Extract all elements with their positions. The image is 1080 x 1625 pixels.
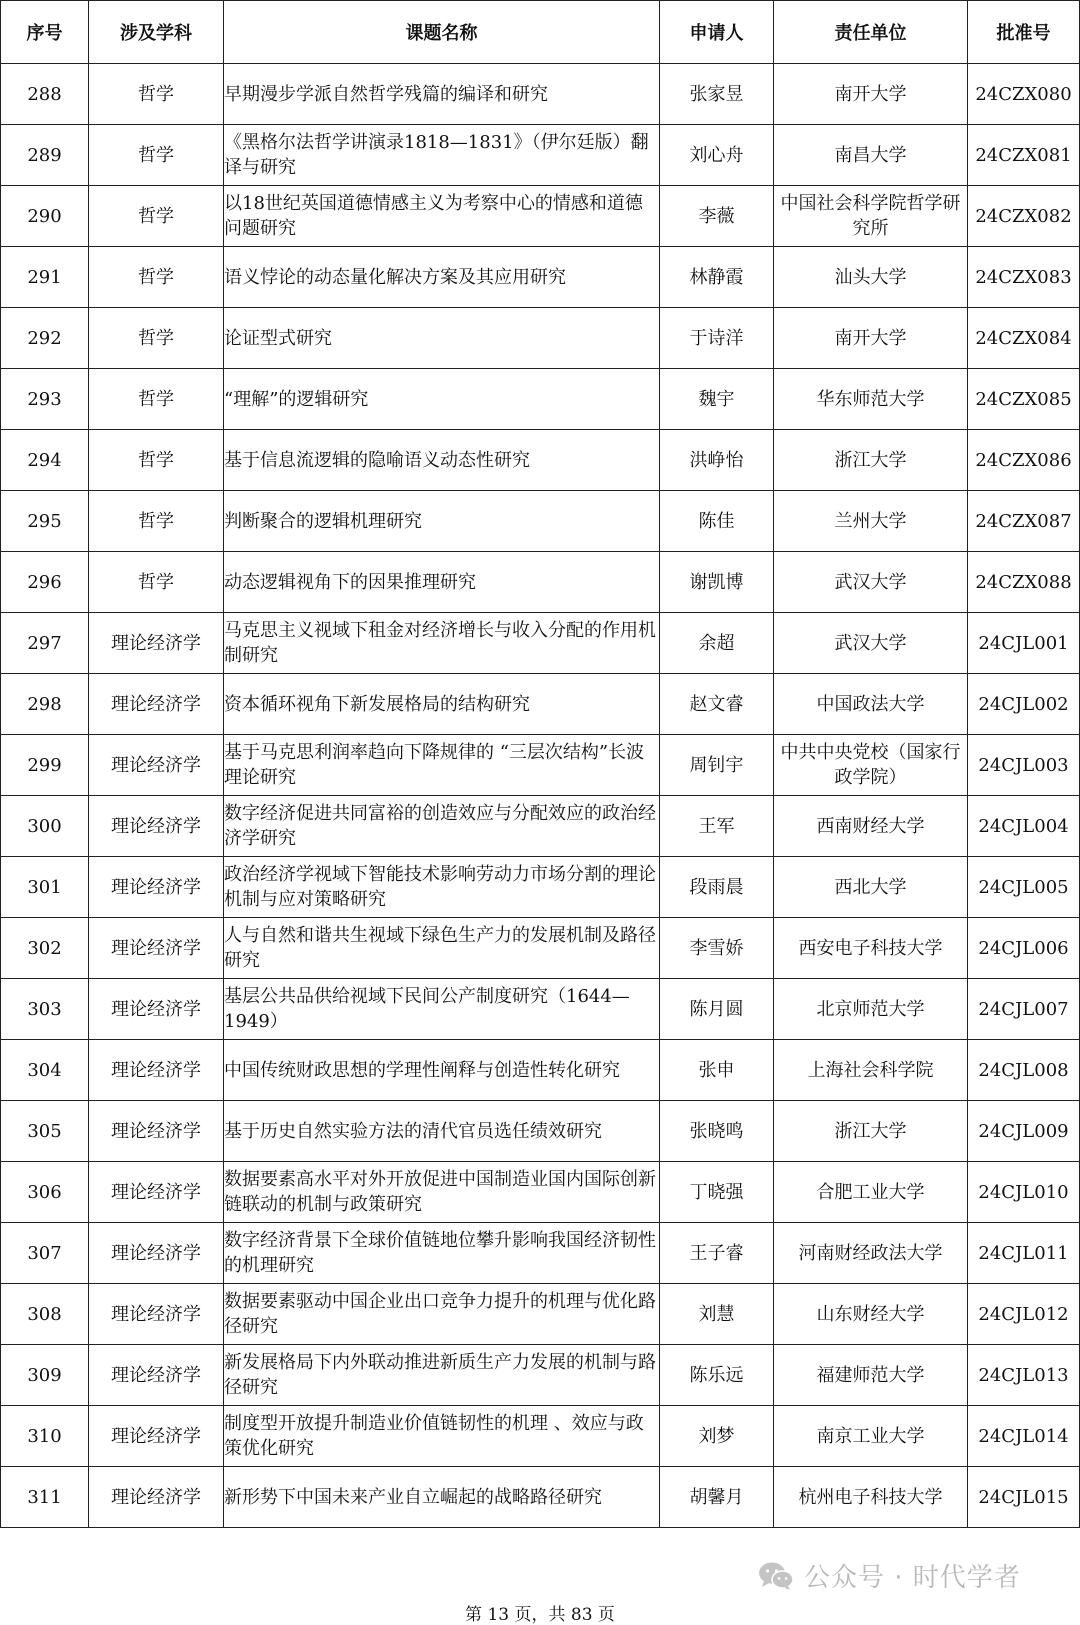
project-title-cell: 制度型开放提升制造业价值链韧性的机理 、效应与政策优化研究 <box>224 1406 660 1467</box>
project-title-cell: 语义悖论的动态量化解决方案及其应用研究 <box>224 247 660 308</box>
table-row <box>1 308 1080 369</box>
table-row <box>1 1040 1080 1101</box>
applicant-cell: 胡馨月 <box>660 1467 774 1528</box>
applicant-cell: 谢凯博 <box>660 552 774 613</box>
subject-cell: 理论经济学 <box>89 918 224 979</box>
applicant-cell: 丁晓强 <box>660 1162 774 1223</box>
header-serial-number: 序号 <box>1 1 89 64</box>
responsible-unit-cell: 西北大学 <box>774 857 968 918</box>
table-row <box>1 186 1080 247</box>
serial-number-cell: 294 <box>1 430 89 491</box>
approval-number-cell: 24CZX083 <box>968 247 1080 308</box>
serial-number-cell: 308 <box>1 1284 89 1345</box>
serial-number-cell: 297 <box>1 613 89 674</box>
subject-cell: 理论经济学 <box>89 979 224 1040</box>
applicant-cell: 张家昱 <box>660 64 774 125</box>
project-title-cell: 基于历史自然实验方法的清代官员选任绩效研究 <box>224 1101 660 1162</box>
approval-number-cell: 24CZX080 <box>968 64 1080 125</box>
project-title-cell: 中国传统财政思想的学理性阐释与创造性转化研究 <box>224 1040 660 1101</box>
table-row <box>1 369 1080 430</box>
responsible-unit-cell: 合肥工业大学 <box>774 1162 968 1223</box>
project-title-cell: 早期漫步学派自然哲学残篇的编译和研究 <box>224 64 660 125</box>
applicant-cell: 刘梦 <box>660 1406 774 1467</box>
table-row <box>1 613 1080 674</box>
serial-number-cell: 309 <box>1 1345 89 1406</box>
applicant-cell: 张晓鸣 <box>660 1101 774 1162</box>
applicant-cell: 刘慧 <box>660 1284 774 1345</box>
page-footer: 第 13 页，共 83 页 <box>465 1605 615 1625</box>
header-responsible-unit: 责任单位 <box>774 1 968 64</box>
responsible-unit-cell: 武汉大学 <box>774 613 968 674</box>
applicant-cell: 余超 <box>660 613 774 674</box>
approval-number-cell: 24CJL008 <box>968 1040 1080 1101</box>
responsible-unit-cell: 武汉大学 <box>774 552 968 613</box>
approval-number-cell: 24CZX084 <box>968 308 1080 369</box>
subject-cell: 哲学 <box>89 491 224 552</box>
subject-cell: 理论经济学 <box>89 1162 224 1223</box>
table-row <box>1 1101 1080 1162</box>
applicant-cell: 洪峥怡 <box>660 430 774 491</box>
table-row <box>1 674 1080 735</box>
table-row <box>1 491 1080 552</box>
serial-number-cell: 310 <box>1 1406 89 1467</box>
applicant-cell: 李薇 <box>660 186 774 247</box>
table-row <box>1 796 1080 857</box>
serial-number-cell: 305 <box>1 1101 89 1162</box>
project-title-cell: 数字经济促进共同富裕的创造效应与分配效应的政治经济学研究 <box>224 796 660 857</box>
project-title-cell: 新发展格局下内外联动推进新质生产力发展的机制与路径研究 <box>224 1345 660 1406</box>
subject-cell: 哲学 <box>89 64 224 125</box>
project-title-cell: 人与自然和谐共生视域下绿色生产力的发展机制及路径研究 <box>224 918 660 979</box>
responsible-unit-cell: 山东财经大学 <box>774 1284 968 1345</box>
applicant-cell: 赵文睿 <box>660 674 774 735</box>
table-row <box>1 552 1080 613</box>
approval-number-cell: 24CJL014 <box>968 1406 1080 1467</box>
table-row <box>1 1162 1080 1223</box>
serial-number-cell: 293 <box>1 369 89 430</box>
applicant-cell: 王子睿 <box>660 1223 774 1284</box>
approval-number-cell: 24CJL009 <box>968 1101 1080 1162</box>
project-title-cell: 资本循环视角下新发展格局的结构研究 <box>224 674 660 735</box>
subject-cell: 哲学 <box>89 308 224 369</box>
watermark <box>758 1557 1021 1594</box>
serial-number-cell: 296 <box>1 552 89 613</box>
responsible-unit-cell: 浙江大学 <box>774 1101 968 1162</box>
subject-cell: 理论经济学 <box>89 857 224 918</box>
table-row <box>1 979 1080 1040</box>
subject-cell: 理论经济学 <box>89 1345 224 1406</box>
approval-number-cell: 24CJL011 <box>968 1223 1080 1284</box>
approval-number-cell: 24CZX088 <box>968 552 1080 613</box>
approval-number-cell: 24CZX082 <box>968 186 1080 247</box>
approval-number-cell: 24CJL007 <box>968 979 1080 1040</box>
responsible-unit-cell: 西南财经大学 <box>774 796 968 857</box>
table-body <box>1 64 1080 1528</box>
responsible-unit-cell: 北京师范大学 <box>774 979 968 1040</box>
subject-cell: 理论经济学 <box>89 735 224 796</box>
wechat-icon <box>758 1561 794 1591</box>
responsible-unit-cell: 南昌大学 <box>774 125 968 186</box>
responsible-unit-cell: 南京工业大学 <box>774 1406 968 1467</box>
approval-number-cell: 24CJL013 <box>968 1345 1080 1406</box>
responsible-unit-cell: 杭州电子科技大学 <box>774 1467 968 1528</box>
serial-number-cell: 299 <box>1 735 89 796</box>
serial-number-cell: 303 <box>1 979 89 1040</box>
project-title-cell: 论证型式研究 <box>224 308 660 369</box>
table-row <box>1 430 1080 491</box>
applicant-cell: 张申 <box>660 1040 774 1101</box>
serial-number-cell: 298 <box>1 674 89 735</box>
approval-number-cell: 24CJL015 <box>968 1467 1080 1528</box>
header-applicant: 申请人 <box>660 1 774 64</box>
table-row <box>1 735 1080 796</box>
approval-number-cell: 24CJL005 <box>968 857 1080 918</box>
subject-cell: 理论经济学 <box>89 1101 224 1162</box>
subject-cell: 哲学 <box>89 430 224 491</box>
approval-number-cell: 24CZX087 <box>968 491 1080 552</box>
approval-number-cell: 24CZX081 <box>968 125 1080 186</box>
responsible-unit-cell: 中国政法大学 <box>774 674 968 735</box>
subject-cell: 理论经济学 <box>89 1223 224 1284</box>
serial-number-cell: 301 <box>1 857 89 918</box>
approval-number-cell: 24CZX085 <box>968 369 1080 430</box>
table-row <box>1 1406 1080 1467</box>
project-title-cell: 《黑格尔法哲学讲演录1818—1831》（伊尔廷版）翻译与研究 <box>224 125 660 186</box>
responsible-unit-cell: 南开大学 <box>774 64 968 125</box>
project-title-cell: 基于信息流逻辑的隐喻语义动态性研究 <box>224 430 660 491</box>
responsible-unit-cell: 汕头大学 <box>774 247 968 308</box>
table-row <box>1 125 1080 186</box>
responsible-unit-cell: 福建师范大学 <box>774 1345 968 1406</box>
subject-cell: 理论经济学 <box>89 1040 224 1101</box>
serial-number-cell: 289 <box>1 125 89 186</box>
serial-number-cell: 304 <box>1 1040 89 1101</box>
table-row <box>1 1467 1080 1528</box>
responsible-unit-cell: 中国社会科学院哲学研究所 <box>774 186 968 247</box>
approval-number-cell: 24CJL006 <box>968 918 1080 979</box>
header-approval-number: 批准号 <box>968 1 1080 64</box>
serial-number-cell: 288 <box>1 64 89 125</box>
project-title-cell: 新形势下中国未来产业自立崛起的战略路径研究 <box>224 1467 660 1528</box>
subject-cell: 理论经济学 <box>89 796 224 857</box>
responsible-unit-cell: 浙江大学 <box>774 430 968 491</box>
project-title-cell: 数字经济背景下全球价值链地位攀升影响我国经济韧性的机理研究 <box>224 1223 660 1284</box>
approval-number-cell: 24CJL003 <box>968 735 1080 796</box>
table-row <box>1 918 1080 979</box>
applicant-cell: 王军 <box>660 796 774 857</box>
applicant-cell: 陈月圆 <box>660 979 774 1040</box>
serial-number-cell: 295 <box>1 491 89 552</box>
project-title-cell: 动态逻辑视角下的因果推理研究 <box>224 552 660 613</box>
applicant-cell: 刘心舟 <box>660 125 774 186</box>
responsible-unit-cell: 河南财经政法大学 <box>774 1223 968 1284</box>
serial-number-cell: 302 <box>1 918 89 979</box>
applicant-cell: 陈乐远 <box>660 1345 774 1406</box>
applicant-cell: 陈佳 <box>660 491 774 552</box>
subject-cell: 理论经济学 <box>89 1406 224 1467</box>
project-title-cell: 基于马克思利润率趋向下降规律的 “三层次结构”长波理论研究 <box>224 735 660 796</box>
approval-number-cell: 24CJL010 <box>968 1162 1080 1223</box>
table-row <box>1 1223 1080 1284</box>
watermark-text: 公众号 · 时代学者 <box>804 1563 1021 1593</box>
table-row <box>1 857 1080 918</box>
table-row <box>1 1345 1080 1406</box>
project-title-cell: 数据要素高水平对外开放促进中国制造业国内国际创新链联动的机制与政策研究 <box>224 1162 660 1223</box>
serial-number-cell: 291 <box>1 247 89 308</box>
serial-number-cell: 292 <box>1 308 89 369</box>
subject-cell: 理论经济学 <box>89 613 224 674</box>
approval-number-cell: 24CJL002 <box>968 674 1080 735</box>
applicant-cell: 周钊宇 <box>660 735 774 796</box>
project-title-cell: 数据要素驱动中国企业出口竞争力提升的机理与优化路径研究 <box>224 1284 660 1345</box>
subject-cell: 哲学 <box>89 125 224 186</box>
approval-number-cell: 24CZX086 <box>968 430 1080 491</box>
project-title-cell: 判断聚合的逻辑机理研究 <box>224 491 660 552</box>
serial-number-cell: 290 <box>1 186 89 247</box>
serial-number-cell: 306 <box>1 1162 89 1223</box>
subject-cell: 哲学 <box>89 552 224 613</box>
responsible-unit-cell: 华东师范大学 <box>774 369 968 430</box>
table-row <box>1 1284 1080 1345</box>
responsible-unit-cell: 兰州大学 <box>774 491 968 552</box>
subject-cell: 理论经济学 <box>89 1467 224 1528</box>
responsible-unit-cell: 南开大学 <box>774 308 968 369</box>
project-title-cell: “理解”的逻辑研究 <box>224 369 660 430</box>
project-title-cell: 政治经济学视域下智能技术影响劳动力市场分割的理论机制与应对策略研究 <box>224 857 660 918</box>
applicant-cell: 李雪娇 <box>660 918 774 979</box>
subject-cell: 理论经济学 <box>89 1284 224 1345</box>
project-title-cell: 以18世纪英国道德情感主义为考察中心的情感和道德问题研究 <box>224 186 660 247</box>
responsible-unit-cell: 西安电子科技大学 <box>774 918 968 979</box>
project-title-cell: 马克思主义视域下租金对经济增长与收入分配的作用机制研究 <box>224 613 660 674</box>
approval-number-cell: 24CJL001 <box>968 613 1080 674</box>
subject-cell: 哲学 <box>89 186 224 247</box>
applicant-cell: 段雨晨 <box>660 857 774 918</box>
applicant-cell: 于诗洋 <box>660 308 774 369</box>
table-row <box>1 64 1080 125</box>
responsible-unit-cell: 上海社会科学院 <box>774 1040 968 1101</box>
project-title-cell: 基层公共品供给视域下民间公产制度研究（1644—1949） <box>224 979 660 1040</box>
subject-cell: 理论经济学 <box>89 674 224 735</box>
header-subject: 涉及学科 <box>89 1 224 64</box>
subject-cell: 哲学 <box>89 247 224 308</box>
responsible-unit-cell: 中共中央党校（国家行政学院） <box>774 735 968 796</box>
table-header-row <box>1 1 1080 64</box>
serial-number-cell: 300 <box>1 796 89 857</box>
applicant-cell: 魏宇 <box>660 369 774 430</box>
table-row <box>1 247 1080 308</box>
subject-cell: 哲学 <box>89 369 224 430</box>
approval-number-cell: 24CJL012 <box>968 1284 1080 1345</box>
serial-number-cell: 311 <box>1 1467 89 1528</box>
applicant-cell: 林静霞 <box>660 247 774 308</box>
serial-number-cell: 307 <box>1 1223 89 1284</box>
approval-number-cell: 24CJL004 <box>968 796 1080 857</box>
header-project-title: 课题名称 <box>224 1 660 64</box>
